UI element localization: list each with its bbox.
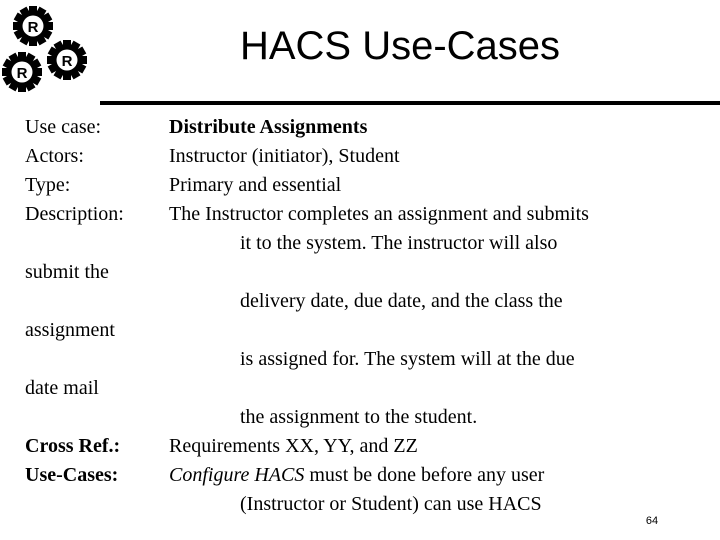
use-case-value: Distribute Assignments [169,116,368,138]
description-line: it to the system. The instructor will also [240,232,558,254]
gear-right-icon [47,40,87,80]
cross-ref-value: Requirements XX, YY, and ZZ [169,435,418,457]
gears-logo-icon [0,0,100,100]
description-line: is assigned for. The system will at the due [240,348,575,370]
logo-letter: R [16,65,28,82]
slide-title: HACS Use-Cases [239,24,561,68]
type-value: Primary and essential [169,174,342,196]
actors-label: Actors: [25,145,84,167]
cross-ref-label: Cross Ref.: [25,435,121,457]
type-label: Type: [25,174,71,196]
title-divider [100,101,720,105]
use-cases-value-rest: must be done before any user [304,464,545,486]
actors-value: Instructor (initiator), Student [169,145,400,167]
use-cases-value-cont: (Instructor or Student) can use HACS [240,493,542,515]
logo-letter: R [27,19,39,36]
description-label: Description: [25,203,124,225]
use-cases-label: Use-Cases: [25,464,119,486]
use-cases-value [169,463,544,487]
use-cases-link-text: Configure HACS [169,464,305,486]
description-line: assignment [25,319,115,341]
gear-top-icon [13,6,53,46]
description-line: the assignment to the student. [240,406,478,428]
description-line: submit the [25,261,109,283]
page-number: 64 [645,515,659,527]
use-case-label: Use case: [25,116,102,138]
description-line: date mail [25,377,99,399]
description-line: The Instructor completes an assignment and submits [169,203,589,225]
description-line: delivery date, due date, and the class the [240,290,563,312]
gear-bottom-icon [2,52,42,92]
logo-letter: R [61,53,73,70]
